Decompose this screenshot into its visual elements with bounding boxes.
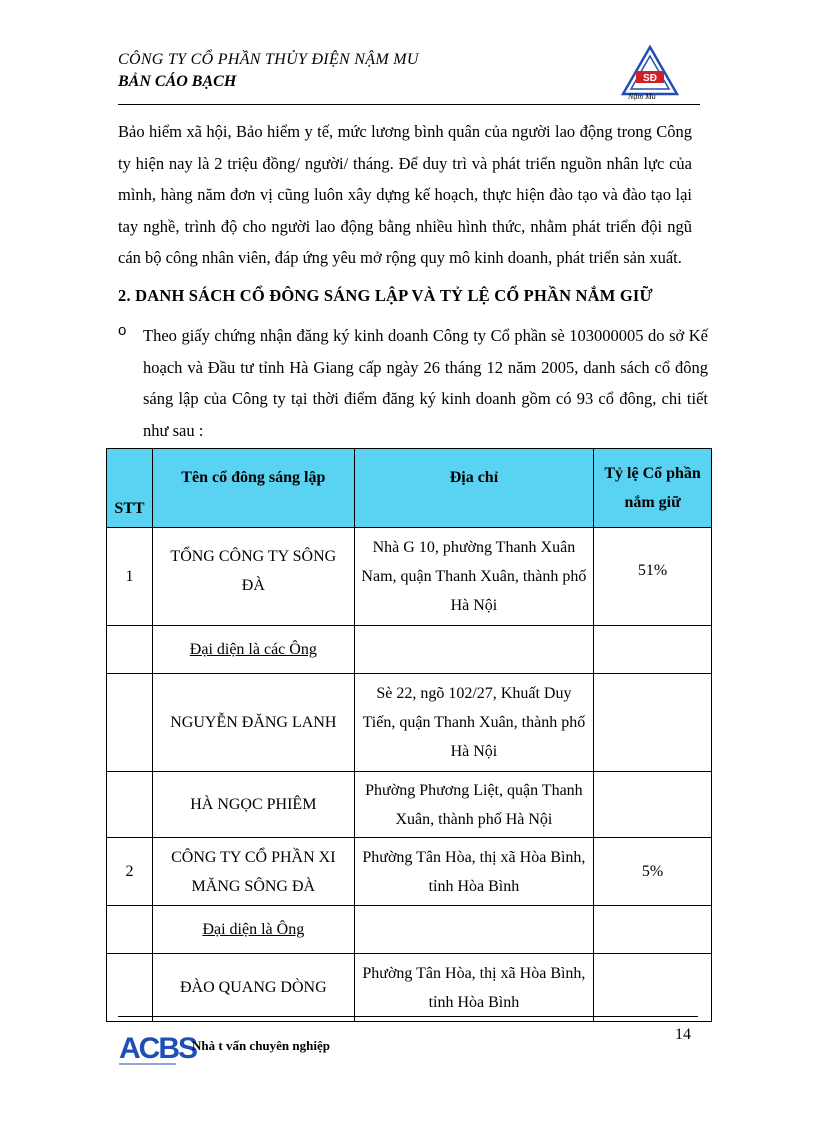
cell-ratio: 51% bbox=[594, 528, 712, 626]
cell-stt bbox=[107, 626, 153, 674]
table-row bbox=[107, 772, 712, 838]
header-document-title: BẢN CÁO BẠCH bbox=[118, 73, 237, 90]
cell-name: TỔNG CÔNG TY SÔNG ĐÀ bbox=[152, 528, 354, 626]
header-divider bbox=[118, 104, 700, 105]
cell-name: ĐÀO QUANG DÒNG bbox=[152, 954, 354, 1022]
logo-caption: Nậm Mu bbox=[628, 92, 656, 101]
cell-ratio: 5% bbox=[594, 838, 712, 906]
cell-name: NGUYỄN ĐĂNG LANH bbox=[152, 674, 354, 772]
cell-stt bbox=[107, 674, 153, 772]
cell-stt bbox=[107, 954, 153, 1022]
cell-name: Đại diện là Ông bbox=[152, 906, 354, 954]
page-number: 14 bbox=[675, 1026, 691, 1043]
table-row bbox=[107, 626, 712, 674]
section-title: 2. DANH SÁCH CỔ ĐÔNG SÁNG LẬP VÀ TỶ LỆ CỔ PHẦN NẮM GIỮ bbox=[118, 286, 653, 305]
cell-ratio bbox=[594, 906, 712, 954]
cell-address: Nhà G 10, phường Thanh Xuân Nam, quận Thanh Xuân, thành phố Hà Nội bbox=[354, 528, 594, 626]
cell-stt bbox=[107, 906, 153, 954]
cell-stt: 2 bbox=[107, 838, 153, 906]
acbs-logo-text: ACBS bbox=[119, 1032, 197, 1065]
cell-name: HÀ NGỌC PHIÊM bbox=[152, 772, 354, 838]
cell-address: Phường Phương Liệt, quận Thanh Xuân, thành phố Hà Nội bbox=[354, 772, 594, 838]
bullet-item bbox=[118, 320, 708, 446]
cell-stt bbox=[107, 772, 153, 838]
header-name: Tên cổ đông sáng lập bbox=[152, 449, 354, 528]
bullet-text: Theo giấy chứng nhận đăng ký kinh doanh Công ty Cổ phần sè 103000005 do sở Kế hoạch và Đầu tư tỉnh Hà Giang cấp ngày 26 tháng 12 năm 2005, danh sách cổ đông sáng lập của Công ty tại thời điểm đăng ký kinh doanh gồm có 93 cổ đông, chi tiết như sau : bbox=[143, 326, 708, 440]
cell-address: Sè 22, ngõ 102/27, Khuất Duy Tiến, quận Thanh Xuân, thành phố Hà Nội bbox=[354, 674, 594, 772]
table-row bbox=[107, 838, 712, 906]
header-company-name: CÔNG TY CỔ PHẦN THỦY ĐIỆN NẬM MU bbox=[118, 51, 419, 68]
table-header-row bbox=[107, 449, 712, 528]
table-row bbox=[107, 954, 712, 1022]
cell-ratio bbox=[594, 954, 712, 1022]
cell-ratio bbox=[594, 772, 712, 838]
intro-paragraph: Bảo hiểm xã hội, Bảo hiểm y tế, mức lương bình quân của người lao động trong Công ty hiện nay là 2 triệu đồng/ người/ tháng. Để duy trì và phát triển nguồn nhân lực của mình, hàng năm đơn vị cũng luôn xây dựng kế hoạch, thực hiện đào tạo và đào tạo lại tay nghề, trình độ cho người lao động bằng nhiều hình thức, nhằm phát triển đội ngũ cán bộ công nhân viên, đáp ứng yêu mở rộng quy mô kinh doanh, phát triển sản xuất. bbox=[118, 122, 692, 267]
cell-address: Phường Tân Hòa, thị xã Hòa Bình, tỉnh Hòa Bình bbox=[354, 954, 594, 1022]
cell-ratio bbox=[594, 674, 712, 772]
svg-text:SĐ: SĐ bbox=[643, 73, 657, 84]
cell-stt: 1 bbox=[107, 528, 153, 626]
shareholder-table bbox=[106, 448, 712, 1022]
bullet-mark: o bbox=[118, 322, 127, 339]
cell-address bbox=[354, 626, 594, 674]
header-stt: STT bbox=[107, 449, 153, 528]
cell-ratio bbox=[594, 626, 712, 674]
footer-slogan: Nhà t vấn chuyên nghiệp bbox=[192, 1038, 330, 1053]
header-ratio: Tỷ lệ Cổ phần nắm giữ bbox=[594, 449, 712, 528]
page-header bbox=[118, 50, 680, 92]
table-row bbox=[107, 906, 712, 954]
cell-address bbox=[354, 906, 594, 954]
footer-divider bbox=[118, 1016, 698, 1017]
header-address: Địa chỉ bbox=[354, 449, 594, 528]
acbs-logo-icon bbox=[118, 1024, 197, 1070]
table-row bbox=[107, 674, 712, 772]
cell-name: CÔNG TY CỔ PHẦN XI MĂNG SÔNG ĐÀ bbox=[152, 838, 354, 906]
cell-name: Đại diện là các Ông bbox=[152, 626, 354, 674]
table-row bbox=[107, 528, 712, 626]
cell-address: Phường Tân Hòa, thị xã Hòa Bình, tỉnh Hòa Bình bbox=[354, 838, 594, 906]
